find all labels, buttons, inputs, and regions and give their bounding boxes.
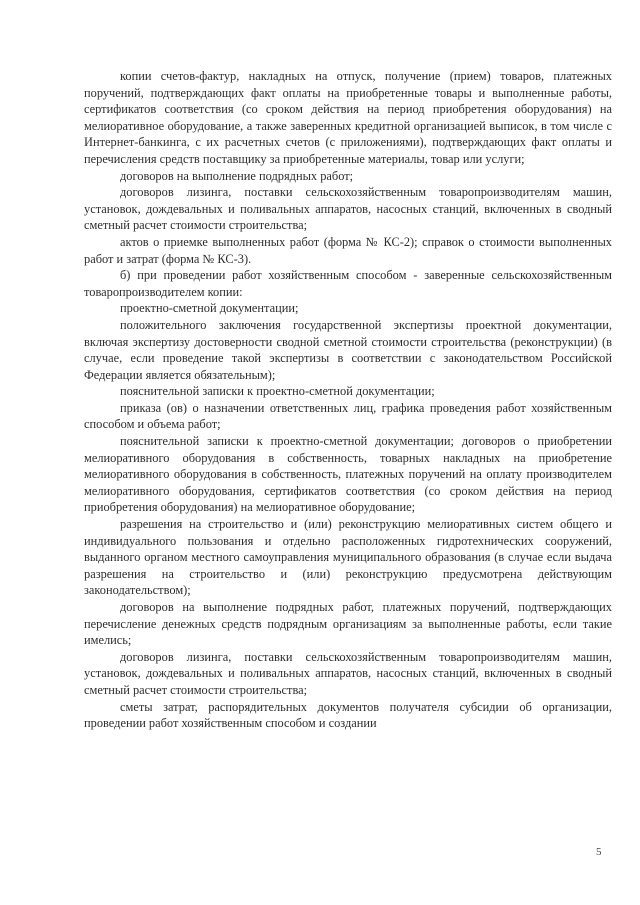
paragraph: приказа (ов) о назначении ответственных лиц, графика проведения работ хозяйственным способом и объема работ; [84, 400, 612, 432]
paragraph: б) при проведении работ хозяйственным способом - заверенные сельскохозяйственным товаропроизводителем копии: [84, 268, 612, 299]
paragraph: договоров на выполнение подрядных работ, платежных поручений, подтверждающих перечисление денежных средств подрядным организациям за выполненные работы, если такие имелись; [84, 600, 612, 648]
paragraph: договоров лизинга, поставки сельскохозяйственным товаропроизводителям машин, установок, дождевальных и поливальных аппаратов, насосных станций, включенных в сводный сметный расчет стоимости строительства; [84, 649, 612, 697]
paragraph: разрешения на строительство и (или) реконструкцию мелиоративных систем общего и индивидуального пользования и отдельно расположенных гидротехнических сооружений, выданного органом местного самоуправления муниципального образования (в случае если выдача разрешения на строительство и (или) реконструкцию предусмотрена действующим законодательством); [84, 517, 612, 598]
paragraph: актов о приемке выполненных работ (форма № КС-2); справок о стоимости выполненных работ и затрат (форма № КС-3). [84, 234, 612, 266]
paragraph: пояснительной записки к проектно-сметной документации; договоров о приобретении мелиоративного оборудования в собственность, товарных накладных на приобретение мелиоративного оборудования в собственность, платежных поручений на оплату производителем мелиоративного оборудования, сертификатов соответствия (со сроком действия на период приобретения оборудования) на мелиоративное оборудование; [84, 434, 612, 515]
paragraph: проектно-сметной документации; [120, 301, 299, 316]
paragraph: пояснительной записки к проектно-сметной документации; [120, 384, 435, 399]
paragraph: копии счетов-фактур, накладных на отпуск, получение (прием) товаров, платежных поручений, подтверждающих факт оплаты на приобретенные товары и выполненные работы, сертификатов соответствия (со сроком действия на период приобретения оборудования) на мелиоративное оборудование, а также заверенных кредитной организацией выписок, в том числе с Интернет-банкинга, с их расчетных счетов (с приложениями), подтверждающих факт оплаты и перечисления средств поставщику за приобретенные материалы, товар или услуги; [84, 69, 612, 166]
paragraph: договоров на выполнение подрядных работ; [120, 168, 354, 183]
paragraph: положительного заключения государственной экспертизы проектной документации, включая экспертизу достоверности сводной сметной стоимости строительства (реконструкции) (в случае, если проведение такой экспертизы в соответствии с законодательством Российской Федерации является обязательным); [84, 317, 612, 382]
paragraph: договоров лизинга, поставки сельскохозяйственным товаропроизводителям машин, установок, дождевальных и поливальных аппаратов, насосных станций, включенных в сводный сметный расчет стоимости строительства; [84, 185, 612, 233]
document-body [84, 68, 612, 732]
paragraph: сметы затрат, распорядительных документов получателя субсидии об организации, проведении работ хозяйственным способом и создании [84, 699, 612, 731]
page-number: 5 [596, 846, 602, 858]
